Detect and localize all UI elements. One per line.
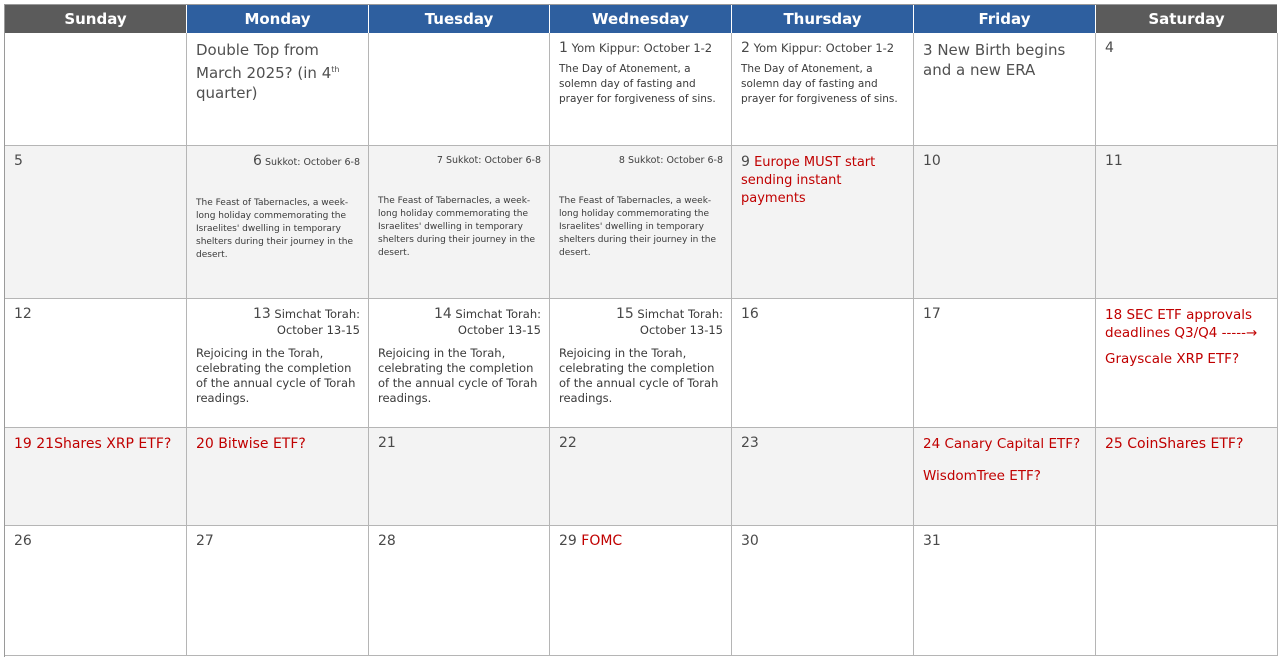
grayscale-etf: Grayscale XRP ETF? xyxy=(1105,351,1240,367)
day-number: 4 xyxy=(1105,40,1114,56)
day-cell-21[interactable] xyxy=(369,428,550,526)
day-cell-2[interactable] xyxy=(732,33,914,146)
day-number: 14 xyxy=(433,306,452,322)
double-top-note: Double Top from March 2025? (in 4th quarter) xyxy=(196,41,340,102)
day-number: 30 xyxy=(741,533,759,549)
day-number: 27 xyxy=(196,533,214,549)
day-cell-18[interactable] xyxy=(1096,299,1278,428)
event-description: The Feast of Tabernacles, a week-long holiday commemorating the Israelites' dwelling in temporary shelters during their journey in the desert. xyxy=(559,196,716,258)
day-number: 13 xyxy=(252,306,271,322)
event-text: 24 Canary Capital ETF? xyxy=(923,436,1081,452)
event-dates: October 13-15 xyxy=(457,323,541,337)
day-cell-6[interactable] xyxy=(187,146,369,299)
event-title: 7 Sukkot: October 6-8 xyxy=(436,155,541,166)
day-number: 21 xyxy=(378,435,396,451)
day-number: 6 xyxy=(253,153,262,169)
day-number: 23 xyxy=(741,435,759,451)
day-cell-13[interactable] xyxy=(187,299,369,428)
day-number: 9 xyxy=(741,154,750,170)
event-text-2: WisdomTree ETF? xyxy=(923,468,1041,484)
day-cell-29[interactable] xyxy=(550,526,732,656)
event-description: The Feast of Tabernacles, a week-long holiday commemorating the Israelites' dwelling in temporary shelters during their journey in the desert. xyxy=(196,198,353,260)
day-number: 15 xyxy=(615,306,634,322)
header-monday: Monday xyxy=(187,5,369,33)
day-cell-30[interactable] xyxy=(732,526,914,656)
day-cell-8[interactable] xyxy=(550,146,732,299)
day-cell-4[interactable] xyxy=(1096,33,1278,146)
day-number: 22 xyxy=(559,435,577,451)
day-number: 12 xyxy=(14,306,32,322)
day-cell-12[interactable] xyxy=(5,299,187,428)
day-cell-3[interactable] xyxy=(914,33,1096,146)
day-cell-1[interactable] xyxy=(550,33,732,146)
day-cell-20[interactable] xyxy=(187,428,369,526)
day-cell-7[interactable] xyxy=(369,146,550,299)
day-number: 11 xyxy=(1105,153,1123,169)
event-title: Simchat Torah: xyxy=(637,307,723,321)
sec-etf-deadline: 18 SEC ETF approvals xyxy=(1105,307,1253,323)
header-wednesday: Wednesday xyxy=(550,5,732,33)
event-description: Rejoicing in the Torah, celebrating the completion of the annual cycle of Torah readings. xyxy=(378,346,538,405)
day-number: 3 xyxy=(923,41,933,59)
event-dates: October 13-15 xyxy=(639,323,723,337)
event-description: The Day of Atonement, a solemn day of fasting and prayer for forgiveness of sins. xyxy=(741,63,898,105)
day-cell-26[interactable] xyxy=(5,526,187,656)
day-cell-23[interactable] xyxy=(732,428,914,526)
day-cell-31[interactable] xyxy=(914,526,1096,656)
day-number: 31 xyxy=(923,533,941,549)
day-cell-10[interactable] xyxy=(914,146,1096,299)
day-cell-11[interactable] xyxy=(1096,146,1278,299)
event-title: Yom Kippur: October 1-2 xyxy=(571,41,713,55)
day-number: 28 xyxy=(378,533,396,549)
event-dates: October 13-15 xyxy=(276,323,360,337)
day-cell-15[interactable] xyxy=(550,299,732,428)
day-cell-28[interactable] xyxy=(369,526,550,656)
day-cell-16[interactable] xyxy=(732,299,914,428)
day-cell-9[interactable] xyxy=(732,146,914,299)
header-sunday: Sunday xyxy=(5,5,187,33)
day-cell-empty xyxy=(369,33,550,146)
day-cell-25[interactable] xyxy=(1096,428,1278,526)
header-tuesday: Tuesday xyxy=(369,5,550,33)
event-description: Rejoicing in the Torah, celebrating the completion of the annual cycle of Torah readings. xyxy=(196,346,356,405)
event-text: 20 Bitwise ETF? xyxy=(196,436,306,452)
event-title: Sukkot: October 6-8 xyxy=(264,157,360,168)
day-number: 10 xyxy=(923,153,941,169)
header-thursday: Thursday xyxy=(732,5,914,33)
event-text: New Birth begins and a new ERA xyxy=(923,41,1066,79)
day-number: 1 xyxy=(559,40,568,56)
day-cell-17[interactable] xyxy=(914,299,1096,428)
header-friday: Friday xyxy=(914,5,1096,33)
day-cell-empty xyxy=(5,33,187,146)
event-text: Europe MUST start sending instant payments xyxy=(741,155,876,206)
day-cell-14[interactable] xyxy=(369,299,550,428)
day-number: 29 xyxy=(559,533,577,549)
day-cell-22[interactable] xyxy=(550,428,732,526)
day-number: 16 xyxy=(741,306,759,322)
fomc-event: FOMC xyxy=(581,533,623,549)
day-cell-empty xyxy=(1096,526,1278,656)
event-description: The Feast of Tabernacles, a week-long holiday commemorating the Israelites' dwelling in temporary shelters during their journey in the desert. xyxy=(378,196,535,258)
day-cell-5[interactable] xyxy=(5,146,187,299)
calendar-grid xyxy=(4,4,1277,657)
day-number: 2 xyxy=(741,40,750,56)
event-text: 25 CoinShares ETF? xyxy=(1105,436,1244,452)
day-cell-24[interactable] xyxy=(914,428,1096,526)
header-saturday: Saturday xyxy=(1096,5,1278,33)
day-number: 17 xyxy=(923,306,941,322)
day-cell-27[interactable] xyxy=(187,526,369,656)
day-number: 5 xyxy=(14,153,23,169)
event-text: 19 21Shares XRP ETF? xyxy=(14,436,172,452)
day-number: 26 xyxy=(14,533,32,549)
event-title: Yom Kippur: October 1-2 xyxy=(753,41,895,55)
day-cell-note[interactable] xyxy=(187,33,369,146)
event-title: 8 Sukkot: October 6-8 xyxy=(618,155,723,166)
event-title: Simchat Torah: xyxy=(455,307,541,321)
event-description: The Day of Atonement, a solemn day of fasting and prayer for forgiveness of sins. xyxy=(559,63,716,105)
event-title: Simchat Torah: xyxy=(274,307,360,321)
sec-etf-deadline-2: deadlines Q3/Q4 -----→ xyxy=(1105,325,1258,341)
day-cell-19[interactable] xyxy=(5,428,187,526)
event-description: Rejoicing in the Torah, celebrating the completion of the annual cycle of Torah readings. xyxy=(559,346,719,405)
